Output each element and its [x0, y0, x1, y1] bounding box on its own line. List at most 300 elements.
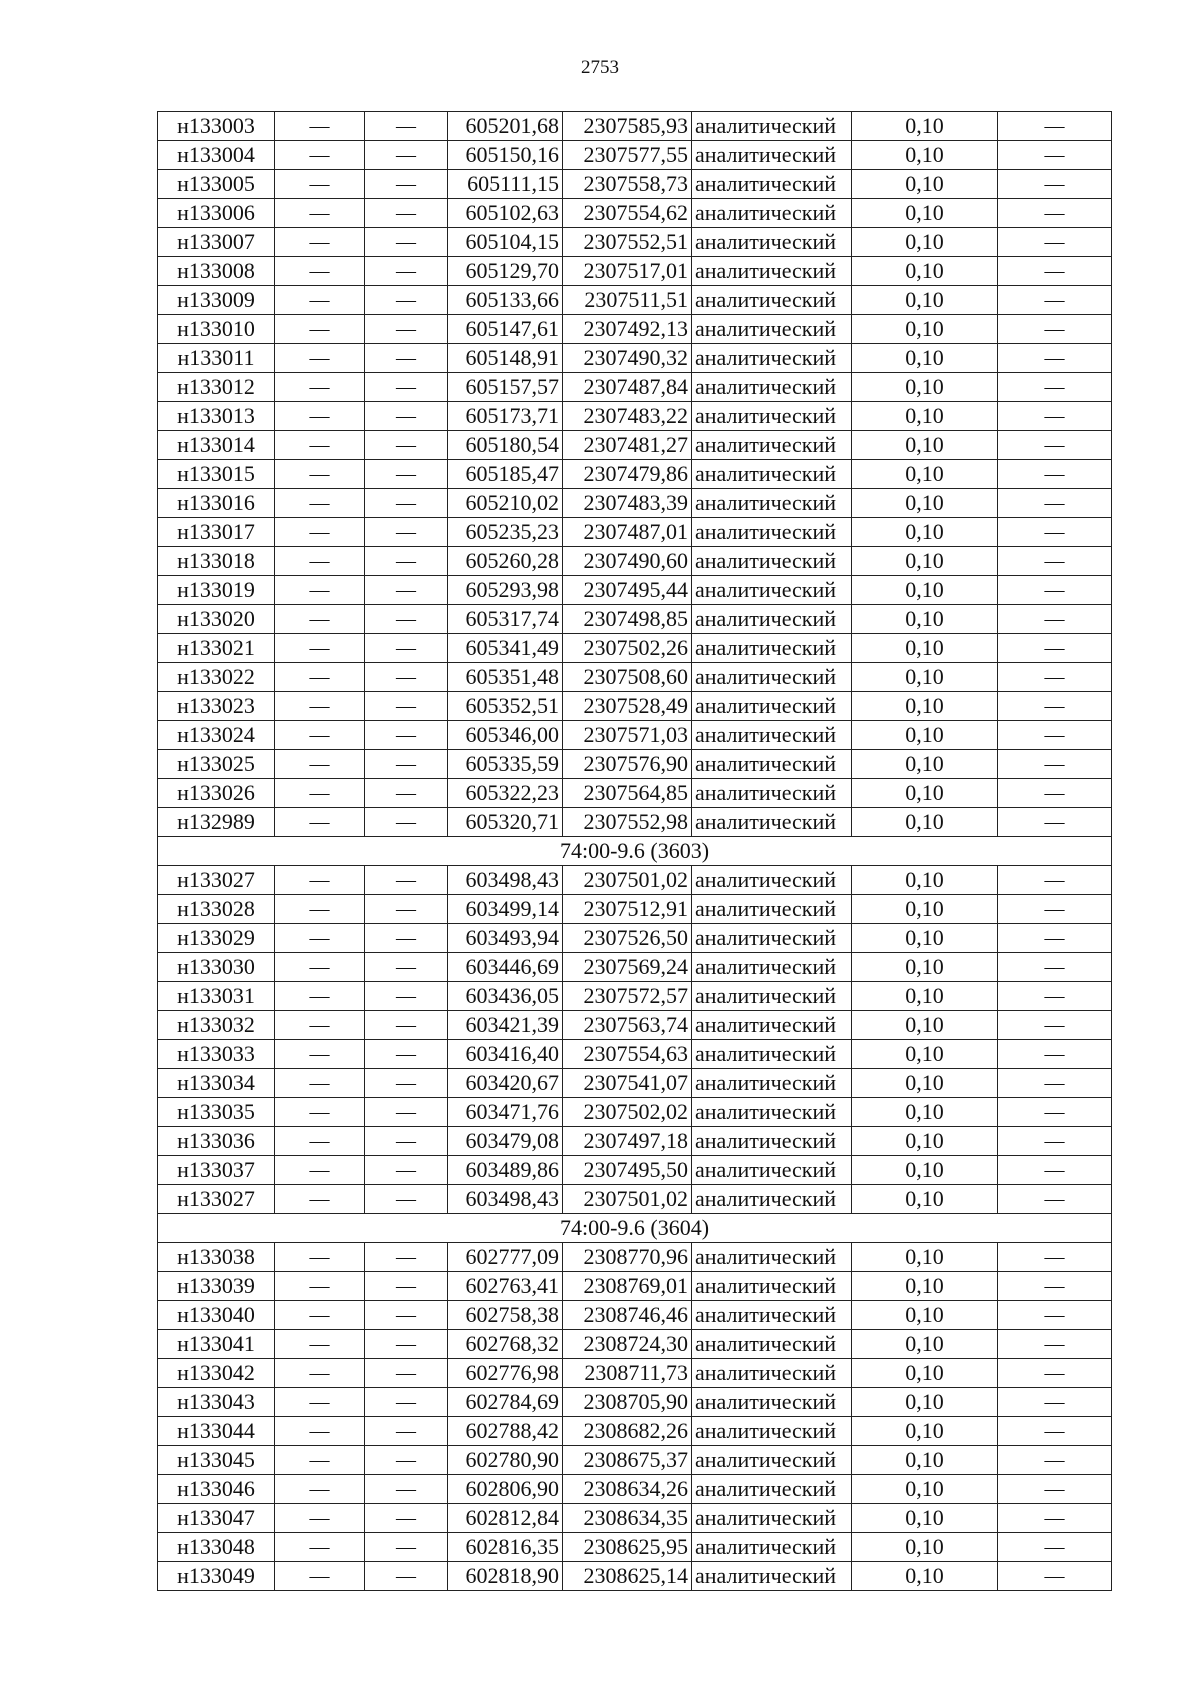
- dash-cell: —: [998, 199, 1112, 228]
- table-row: [158, 924, 1112, 953]
- dash-cell: —: [998, 576, 1112, 605]
- accuracy-cell: 0,10: [852, 895, 998, 924]
- accuracy-cell: 0,10: [852, 1272, 998, 1301]
- dash-cell: —: [365, 199, 448, 228]
- dash-cell: —: [365, 402, 448, 431]
- x-coordinate-cell: 602812,84: [448, 1504, 563, 1533]
- point-id-cell: н133009: [158, 286, 275, 315]
- method-cell: аналитический: [692, 1388, 852, 1417]
- dash-cell: —: [998, 1388, 1112, 1417]
- dash-cell: —: [998, 1011, 1112, 1040]
- section-header-row: [158, 837, 1112, 866]
- dash-cell: —: [365, 750, 448, 779]
- dash-cell: —: [365, 576, 448, 605]
- x-coordinate-cell: 605322,23: [448, 779, 563, 808]
- dash-cell: —: [275, 924, 365, 953]
- x-coordinate-cell: 602780,90: [448, 1446, 563, 1475]
- point-id-cell: н133029: [158, 924, 275, 953]
- dash-cell: —: [998, 1562, 1112, 1591]
- page-number: 2753: [581, 57, 619, 78]
- method-cell: аналитический: [692, 1243, 852, 1272]
- y-coordinate-cell: 2307502,02: [563, 1098, 692, 1127]
- dash-cell: —: [275, 141, 365, 170]
- dash-cell: —: [275, 257, 365, 286]
- dash-cell: —: [998, 141, 1112, 170]
- table-row: [158, 982, 1112, 1011]
- x-coordinate-cell: 602777,09: [448, 1243, 563, 1272]
- accuracy-cell: 0,10: [852, 1446, 998, 1475]
- dash-cell: —: [275, 1272, 365, 1301]
- dash-cell: —: [275, 344, 365, 373]
- table-row: [158, 1330, 1112, 1359]
- dash-cell: —: [998, 1533, 1112, 1562]
- dash-cell: —: [275, 750, 365, 779]
- dash-cell: —: [365, 1417, 448, 1446]
- accuracy-cell: 0,10: [852, 953, 998, 982]
- dash-cell: —: [998, 750, 1112, 779]
- point-id-cell: н133014: [158, 431, 275, 460]
- dash-cell: —: [275, 721, 365, 750]
- table-row: [158, 1388, 1112, 1417]
- table-row: [158, 431, 1112, 460]
- point-id-cell: н133044: [158, 1417, 275, 1446]
- section-label: 74:00-9.6 (3604): [158, 1214, 1112, 1243]
- dash-cell: —: [275, 1156, 365, 1185]
- method-cell: аналитический: [692, 1533, 852, 1562]
- dash-cell: —: [275, 779, 365, 808]
- accuracy-cell: 0,10: [852, 808, 998, 837]
- y-coordinate-cell: 2308682,26: [563, 1417, 692, 1446]
- x-coordinate-cell: 605102,63: [448, 199, 563, 228]
- method-cell: аналитический: [692, 1330, 852, 1359]
- x-coordinate-cell: 603421,39: [448, 1011, 563, 1040]
- accuracy-cell: 0,10: [852, 199, 998, 228]
- accuracy-cell: 0,10: [852, 1417, 998, 1446]
- dash-cell: —: [998, 866, 1112, 895]
- point-id-cell: н133024: [158, 721, 275, 750]
- table-row: [158, 228, 1112, 257]
- accuracy-cell: 0,10: [852, 1330, 998, 1359]
- dash-cell: —: [275, 460, 365, 489]
- dash-cell: —: [275, 547, 365, 576]
- y-coordinate-cell: 2307511,51: [563, 286, 692, 315]
- point-id-cell: н133010: [158, 315, 275, 344]
- accuracy-cell: 0,10: [852, 779, 998, 808]
- table-row: [158, 489, 1112, 518]
- accuracy-cell: 0,10: [852, 634, 998, 663]
- dash-cell: —: [998, 779, 1112, 808]
- point-id-cell: н133016: [158, 489, 275, 518]
- dash-cell: —: [365, 431, 448, 460]
- dash-cell: —: [365, 721, 448, 750]
- accuracy-cell: 0,10: [852, 286, 998, 315]
- table-row: [158, 576, 1112, 605]
- table-row: [158, 895, 1112, 924]
- dash-cell: —: [998, 721, 1112, 750]
- point-id-cell: н133025: [158, 750, 275, 779]
- point-id-cell: н133041: [158, 1330, 275, 1359]
- point-id-cell: н132989: [158, 808, 275, 837]
- y-coordinate-cell: 2307554,62: [563, 199, 692, 228]
- dash-cell: —: [365, 460, 448, 489]
- y-coordinate-cell: 2307563,74: [563, 1011, 692, 1040]
- x-coordinate-cell: 603489,86: [448, 1156, 563, 1185]
- table-row: [158, 315, 1112, 344]
- dash-cell: —: [365, 1388, 448, 1417]
- dash-cell: —: [275, 112, 365, 141]
- accuracy-cell: 0,10: [852, 576, 998, 605]
- x-coordinate-cell: 602818,90: [448, 1562, 563, 1591]
- method-cell: аналитический: [692, 808, 852, 837]
- accuracy-cell: 0,10: [852, 1156, 998, 1185]
- point-id-cell: н133032: [158, 1011, 275, 1040]
- method-cell: аналитический: [692, 1069, 852, 1098]
- dash-cell: —: [275, 605, 365, 634]
- x-coordinate-cell: 605180,54: [448, 431, 563, 460]
- y-coordinate-cell: 2307497,18: [563, 1127, 692, 1156]
- y-coordinate-cell: 2307481,27: [563, 431, 692, 460]
- dash-cell: —: [998, 112, 1112, 141]
- point-id-cell: н133049: [158, 1562, 275, 1591]
- table-row: [158, 1069, 1112, 1098]
- y-coordinate-cell: 2307528,49: [563, 692, 692, 721]
- y-coordinate-cell: 2307495,44: [563, 576, 692, 605]
- table-row: [158, 1562, 1112, 1591]
- x-coordinate-cell: 605150,16: [448, 141, 563, 170]
- method-cell: аналитический: [692, 634, 852, 663]
- table-row: [158, 866, 1112, 895]
- table-row: [158, 1127, 1112, 1156]
- dash-cell: —: [275, 1446, 365, 1475]
- dash-cell: —: [365, 1127, 448, 1156]
- dash-cell: —: [998, 286, 1112, 315]
- y-coordinate-cell: 2308625,95: [563, 1533, 692, 1562]
- dash-cell: —: [275, 1069, 365, 1098]
- accuracy-cell: 0,10: [852, 982, 998, 1011]
- dash-cell: —: [998, 518, 1112, 547]
- x-coordinate-cell: 602784,69: [448, 1388, 563, 1417]
- table-row: [158, 344, 1112, 373]
- point-id-cell: н133033: [158, 1040, 275, 1069]
- dash-cell: —: [365, 1069, 448, 1098]
- point-id-cell: н133037: [158, 1156, 275, 1185]
- method-cell: аналитический: [692, 750, 852, 779]
- dash-cell: —: [275, 402, 365, 431]
- dash-cell: —: [275, 170, 365, 199]
- table-row: [158, 547, 1112, 576]
- x-coordinate-cell: 603416,40: [448, 1040, 563, 1069]
- accuracy-cell: 0,10: [852, 112, 998, 141]
- method-cell: аналитический: [692, 402, 852, 431]
- x-coordinate-cell: 605293,98: [448, 576, 563, 605]
- accuracy-cell: 0,10: [852, 489, 998, 518]
- dash-cell: —: [998, 1185, 1112, 1214]
- x-coordinate-cell: 605129,70: [448, 257, 563, 286]
- point-id-cell: н133031: [158, 982, 275, 1011]
- dash-cell: —: [998, 1243, 1112, 1272]
- accuracy-cell: 0,10: [852, 721, 998, 750]
- point-id-cell: н133027: [158, 866, 275, 895]
- method-cell: аналитический: [692, 1562, 852, 1591]
- method-cell: аналитический: [692, 721, 852, 750]
- accuracy-cell: 0,10: [852, 257, 998, 286]
- dash-cell: —: [365, 344, 448, 373]
- method-cell: аналитический: [692, 924, 852, 953]
- accuracy-cell: 0,10: [852, 1011, 998, 1040]
- dash-cell: —: [365, 489, 448, 518]
- accuracy-cell: 0,10: [852, 1562, 998, 1591]
- method-cell: аналитический: [692, 344, 852, 373]
- dash-cell: —: [275, 1388, 365, 1417]
- dash-cell: —: [275, 1504, 365, 1533]
- x-coordinate-cell: 605157,57: [448, 373, 563, 402]
- dash-cell: —: [998, 1446, 1112, 1475]
- dash-cell: —: [365, 692, 448, 721]
- method-cell: аналитический: [692, 866, 852, 895]
- dash-cell: —: [365, 895, 448, 924]
- dash-cell: —: [365, 1562, 448, 1591]
- x-coordinate-cell: 605351,48: [448, 663, 563, 692]
- x-coordinate-cell: 605173,71: [448, 402, 563, 431]
- dash-cell: —: [365, 866, 448, 895]
- y-coordinate-cell: 2308770,96: [563, 1243, 692, 1272]
- method-cell: аналитический: [692, 1011, 852, 1040]
- dash-cell: —: [998, 1417, 1112, 1446]
- x-coordinate-cell: 605201,68: [448, 112, 563, 141]
- dash-cell: —: [998, 895, 1112, 924]
- x-coordinate-cell: 605260,28: [448, 547, 563, 576]
- y-coordinate-cell: 2307479,86: [563, 460, 692, 489]
- accuracy-cell: 0,10: [852, 228, 998, 257]
- accuracy-cell: 0,10: [852, 141, 998, 170]
- x-coordinate-cell: 605210,02: [448, 489, 563, 518]
- dash-cell: —: [275, 982, 365, 1011]
- dash-cell: —: [275, 1359, 365, 1388]
- section-label: 74:00-9.6 (3603): [158, 837, 1112, 866]
- dash-cell: —: [365, 141, 448, 170]
- dash-cell: —: [275, 1562, 365, 1591]
- method-cell: аналитический: [692, 489, 852, 518]
- y-coordinate-cell: 2308634,35: [563, 1504, 692, 1533]
- dash-cell: —: [275, 199, 365, 228]
- table-row: [158, 808, 1112, 837]
- accuracy-cell: 0,10: [852, 344, 998, 373]
- dash-cell: —: [365, 1359, 448, 1388]
- dash-cell: —: [998, 228, 1112, 257]
- point-id-cell: н133007: [158, 228, 275, 257]
- point-id-cell: н133035: [158, 1098, 275, 1127]
- dash-cell: —: [998, 489, 1112, 518]
- point-id-cell: н133013: [158, 402, 275, 431]
- x-coordinate-cell: 602763,41: [448, 1272, 563, 1301]
- y-coordinate-cell: 2307501,02: [563, 866, 692, 895]
- point-id-cell: н133039: [158, 1272, 275, 1301]
- dash-cell: —: [275, 663, 365, 692]
- y-coordinate-cell: 2307526,50: [563, 924, 692, 953]
- x-coordinate-cell: 602788,42: [448, 1417, 563, 1446]
- point-id-cell: н133021: [158, 634, 275, 663]
- x-coordinate-cell: 603479,08: [448, 1127, 563, 1156]
- point-id-cell: н133042: [158, 1359, 275, 1388]
- x-coordinate-cell: 602768,32: [448, 1330, 563, 1359]
- table-row: [158, 1098, 1112, 1127]
- accuracy-cell: 0,10: [852, 402, 998, 431]
- method-cell: аналитический: [692, 315, 852, 344]
- method-cell: аналитический: [692, 779, 852, 808]
- accuracy-cell: 0,10: [852, 1069, 998, 1098]
- dash-cell: —: [275, 1127, 365, 1156]
- table-row: [158, 199, 1112, 228]
- dash-cell: —: [275, 866, 365, 895]
- accuracy-cell: 0,10: [852, 692, 998, 721]
- accuracy-cell: 0,10: [852, 924, 998, 953]
- y-coordinate-cell: 2308724,30: [563, 1330, 692, 1359]
- table-row: [158, 141, 1112, 170]
- table-row: [158, 1417, 1112, 1446]
- method-cell: аналитический: [692, 1301, 852, 1330]
- dash-cell: —: [365, 1011, 448, 1040]
- dash-cell: —: [365, 605, 448, 634]
- dash-cell: —: [365, 1475, 448, 1504]
- x-coordinate-cell: 605235,23: [448, 518, 563, 547]
- dash-cell: —: [275, 1301, 365, 1330]
- table-row: [158, 692, 1112, 721]
- point-id-cell: н133011: [158, 344, 275, 373]
- dash-cell: —: [998, 257, 1112, 286]
- y-coordinate-cell: 2307490,60: [563, 547, 692, 576]
- x-coordinate-cell: 605104,15: [448, 228, 563, 257]
- x-coordinate-cell: 602806,90: [448, 1475, 563, 1504]
- x-coordinate-cell: 603493,94: [448, 924, 563, 953]
- method-cell: аналитический: [692, 460, 852, 489]
- point-id-cell: н133028: [158, 895, 275, 924]
- accuracy-cell: 0,10: [852, 1098, 998, 1127]
- table-row: [158, 1504, 1112, 1533]
- method-cell: аналитический: [692, 112, 852, 141]
- method-cell: аналитический: [692, 1359, 852, 1388]
- point-id-cell: н133027: [158, 1185, 275, 1214]
- dash-cell: —: [365, 924, 448, 953]
- table-row: [158, 779, 1112, 808]
- table-row: [158, 663, 1112, 692]
- dash-cell: —: [275, 1098, 365, 1127]
- x-coordinate-cell: 605317,74: [448, 605, 563, 634]
- accuracy-cell: 0,10: [852, 1475, 998, 1504]
- table-row: [158, 1475, 1112, 1504]
- dash-cell: —: [365, 170, 448, 199]
- table-row: [158, 1359, 1112, 1388]
- dash-cell: —: [998, 924, 1112, 953]
- table-row: [158, 518, 1112, 547]
- dash-cell: —: [998, 634, 1112, 663]
- method-cell: аналитический: [692, 605, 852, 634]
- table-row: [158, 402, 1112, 431]
- dash-cell: —: [365, 953, 448, 982]
- y-coordinate-cell: 2308705,90: [563, 1388, 692, 1417]
- point-id-cell: н133015: [158, 460, 275, 489]
- point-id-cell: н133019: [158, 576, 275, 605]
- method-cell: аналитический: [692, 199, 852, 228]
- point-id-cell: н133022: [158, 663, 275, 692]
- x-coordinate-cell: 605111,15: [448, 170, 563, 199]
- x-coordinate-cell: 603499,14: [448, 895, 563, 924]
- dash-cell: —: [998, 315, 1112, 344]
- dash-cell: —: [275, 1243, 365, 1272]
- y-coordinate-cell: 2307564,85: [563, 779, 692, 808]
- accuracy-cell: 0,10: [852, 315, 998, 344]
- accuracy-cell: 0,10: [852, 460, 998, 489]
- method-cell: аналитический: [692, 1098, 852, 1127]
- table-row: [158, 1040, 1112, 1069]
- dash-cell: —: [275, 1417, 365, 1446]
- table-row: [158, 257, 1112, 286]
- y-coordinate-cell: 2307552,98: [563, 808, 692, 837]
- y-coordinate-cell: 2307490,32: [563, 344, 692, 373]
- table-row: [158, 286, 1112, 315]
- y-coordinate-cell: 2308711,73: [563, 1359, 692, 1388]
- dash-cell: —: [365, 547, 448, 576]
- x-coordinate-cell: 605320,71: [448, 808, 563, 837]
- method-cell: аналитический: [692, 1504, 852, 1533]
- dash-cell: —: [998, 808, 1112, 837]
- x-coordinate-cell: 602758,38: [448, 1301, 563, 1330]
- method-cell: аналитический: [692, 1475, 852, 1504]
- accuracy-cell: 0,10: [852, 866, 998, 895]
- method-cell: аналитический: [692, 692, 852, 721]
- x-coordinate-cell: 605147,61: [448, 315, 563, 344]
- y-coordinate-cell: 2307577,55: [563, 141, 692, 170]
- y-coordinate-cell: 2307495,50: [563, 1156, 692, 1185]
- dash-cell: —: [365, 982, 448, 1011]
- dash-cell: —: [275, 228, 365, 257]
- point-id-cell: н133046: [158, 1475, 275, 1504]
- x-coordinate-cell: 605185,47: [448, 460, 563, 489]
- method-cell: аналитический: [692, 663, 852, 692]
- dash-cell: —: [365, 1533, 448, 1562]
- dash-cell: —: [365, 1504, 448, 1533]
- accuracy-cell: 0,10: [852, 431, 998, 460]
- dash-cell: —: [365, 1185, 448, 1214]
- y-coordinate-cell: 2307487,01: [563, 518, 692, 547]
- dash-cell: —: [998, 1098, 1112, 1127]
- method-cell: аналитический: [692, 373, 852, 402]
- x-coordinate-cell: 603498,43: [448, 1185, 563, 1214]
- dash-cell: —: [998, 1475, 1112, 1504]
- dash-cell: —: [275, 489, 365, 518]
- point-id-cell: н133040: [158, 1301, 275, 1330]
- dash-cell: —: [998, 1272, 1112, 1301]
- table-row: [158, 1185, 1112, 1214]
- table-row: [158, 605, 1112, 634]
- table-row: [158, 1156, 1112, 1185]
- dash-cell: —: [998, 431, 1112, 460]
- dash-cell: —: [998, 460, 1112, 489]
- dash-cell: —: [275, 808, 365, 837]
- dash-cell: —: [998, 1330, 1112, 1359]
- dash-cell: —: [998, 402, 1112, 431]
- y-coordinate-cell: 2308625,14: [563, 1562, 692, 1591]
- accuracy-cell: 0,10: [852, 750, 998, 779]
- dash-cell: —: [275, 1185, 365, 1214]
- dash-cell: —: [365, 1243, 448, 1272]
- point-id-cell: н133017: [158, 518, 275, 547]
- dash-cell: —: [365, 1446, 448, 1475]
- dash-cell: —: [275, 1475, 365, 1504]
- point-id-cell: н133005: [158, 170, 275, 199]
- table-row: [158, 1272, 1112, 1301]
- dash-cell: —: [365, 1156, 448, 1185]
- method-cell: аналитический: [692, 1156, 852, 1185]
